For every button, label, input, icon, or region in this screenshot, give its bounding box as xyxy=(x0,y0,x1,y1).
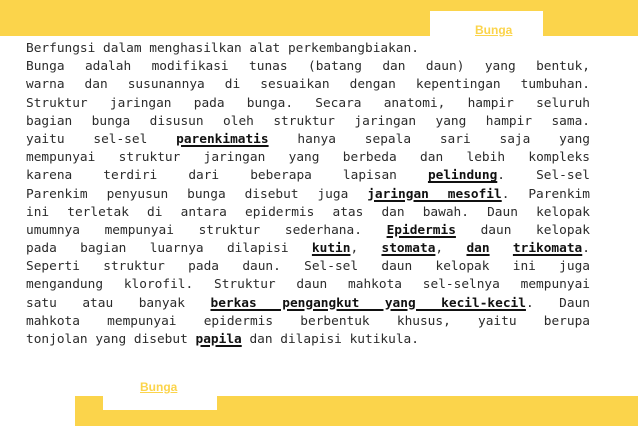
text-segment: . xyxy=(582,241,590,257)
keyword-term: stomata xyxy=(381,241,436,257)
text-segment: satu atau banyak xyxy=(26,295,211,311)
text-line xyxy=(26,204,590,222)
text-segment: Seperti struktur pada daun. Sel-sel daun kelopak ini juga xyxy=(26,259,590,275)
text-line xyxy=(26,167,590,185)
text-segment: mempunyai struktur jaringan yang berbeda dan lebih kompleks xyxy=(26,150,590,166)
text-line xyxy=(26,258,590,276)
text-line xyxy=(26,149,590,167)
text-line xyxy=(26,313,590,331)
text-line xyxy=(26,295,590,313)
text-line xyxy=(26,58,590,76)
text-segment: Bunga adalah modifikasi tunas (batang dan daun) yang bentuk, xyxy=(26,59,590,75)
keyword-term: jaringan mesofil xyxy=(367,186,502,202)
text-line xyxy=(26,113,590,131)
keyword-term: trikomata xyxy=(512,241,583,257)
text-line xyxy=(26,76,590,94)
text-segment: , xyxy=(350,241,382,257)
text-segment: , xyxy=(435,241,467,257)
text-segment: . Sel-sel xyxy=(497,168,590,184)
text-segment: tonjolan yang disebut xyxy=(26,332,196,347)
text-segment: mahkota mempunyai epidermis berbentuk khusus, yaitu berupa xyxy=(26,313,590,329)
text-line xyxy=(26,331,590,349)
keyword-term: dan xyxy=(466,241,490,257)
text-segment: bagian bunga disusun oleh struktur jaringan yang hampir sama. xyxy=(26,113,590,129)
text-segment: Berfungsi dalam menghasilkan alat perkembangbiakan. xyxy=(26,41,419,56)
keyword-term: Epidermis xyxy=(386,222,456,238)
footer-tab-label: Bunga xyxy=(140,380,178,394)
text-line xyxy=(26,131,590,149)
text-segment: hanya sepala sari saja yang xyxy=(268,131,590,147)
keyword-term: berkas pengangkut yang kecil-kecil xyxy=(210,295,526,311)
text-segment xyxy=(490,241,513,256)
text-segment: dan dilapisi kutikula. xyxy=(241,332,419,347)
keyword-term: parenkimatis xyxy=(176,131,269,147)
text-line xyxy=(26,240,590,258)
text-segment: ini terletak di antara epidermis atas dan bawah. Daun kelopak xyxy=(26,204,590,220)
body-text xyxy=(26,40,590,349)
text-segment: yaitu sel-sel xyxy=(26,131,177,147)
text-segment: . Daun xyxy=(525,295,590,311)
text-segment: umumnya mempunyai struktur sederhana. xyxy=(26,222,387,238)
text-segment: Parenkim penyusun bunga disebut juga xyxy=(26,186,368,202)
text-line xyxy=(26,186,590,204)
keyword-term: pelindung xyxy=(427,168,498,184)
text-line xyxy=(26,40,590,58)
keyword-term: papila xyxy=(195,332,242,347)
text-segment: Struktur jaringan pada bunga. Secara anatomi, hampir seluruh xyxy=(26,95,590,111)
text-segment: daun kelopak xyxy=(455,222,590,238)
text-line xyxy=(26,222,590,240)
keyword-term: kutin xyxy=(311,241,351,257)
header-tab-label: Bunga xyxy=(475,23,513,37)
text-segment: karena terdiri dari beberapa lapisan xyxy=(26,168,428,184)
text-segment: . Parenkim xyxy=(501,186,590,202)
text-segment: mengandung klorofil. Struktur daun mahkota sel-selnya mempunyai xyxy=(26,277,590,293)
text-line xyxy=(26,276,590,294)
text-segment: pada bagian luarnya dilapisi xyxy=(26,241,312,257)
text-line xyxy=(26,95,590,113)
text-segment: warna dan susunannya di sesuaikan dengan kepentingan tumbuhan. xyxy=(26,77,590,93)
